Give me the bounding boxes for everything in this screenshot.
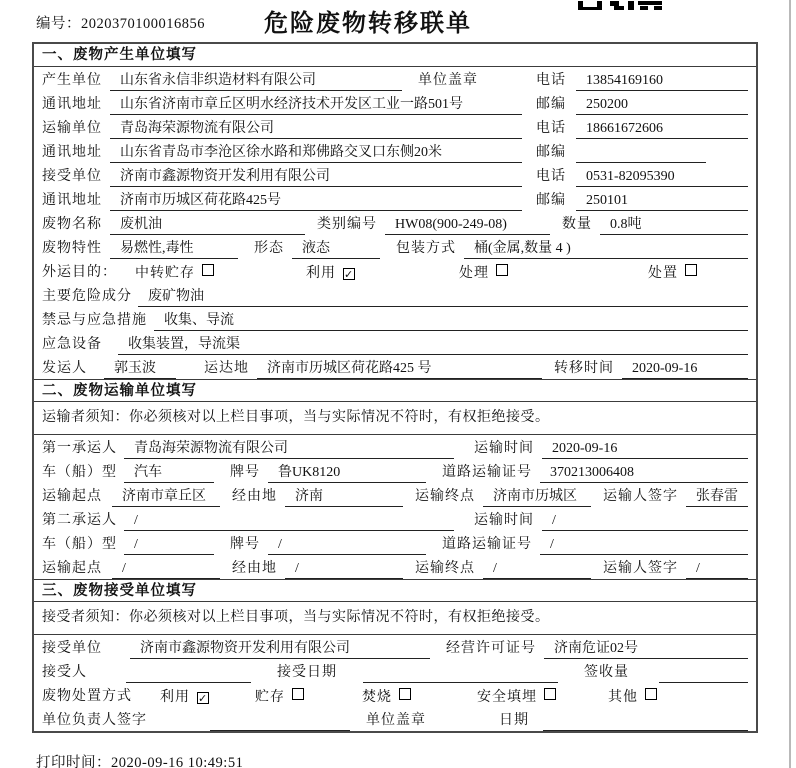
road-license2-value: / bbox=[540, 537, 748, 555]
row-emergency-equipment bbox=[34, 331, 756, 355]
responsible-signature-value bbox=[210, 714, 350, 731]
endpoint1-label: 运输终点 bbox=[415, 489, 475, 504]
business-license-label: 经营许可证号 bbox=[446, 641, 536, 656]
emergency-equipment-value: 收集装置，导流渠 bbox=[118, 333, 748, 355]
purpose-option-treat bbox=[459, 262, 508, 283]
road-license1-value: 370213006408 bbox=[540, 465, 748, 483]
endpoint2-value: / bbox=[483, 561, 591, 579]
row-transfer-purpose bbox=[34, 259, 756, 283]
row-shipper bbox=[34, 355, 756, 379]
accept-person-label: 接受人 bbox=[42, 665, 87, 680]
address3-value: 济南市历城区荷花路425号 bbox=[110, 189, 522, 211]
row-accept-unit bbox=[34, 635, 756, 659]
address2-value: 山东省青岛市李沧区徐水路和郑佛路交叉口东侧20米 bbox=[110, 141, 522, 163]
transporter-sign1-value: 张春雷 bbox=[686, 485, 748, 507]
transfer-time-label: 转移时间 bbox=[554, 361, 614, 376]
checkbox-disposal-store bbox=[292, 688, 304, 700]
purpose-dispose-label: 处置 bbox=[648, 266, 678, 281]
via1-value: 济南 bbox=[285, 485, 403, 507]
section1-header: 一、废物产生单位填写 bbox=[34, 44, 756, 67]
disposal-method-label: 废物处置方式 bbox=[42, 689, 132, 704]
disposal-incinerate-label: 焚烧 bbox=[362, 690, 392, 705]
taboo-measures-value: 收集、导流 bbox=[154, 309, 748, 331]
receiver-unit-label: 接受单位 bbox=[42, 169, 102, 184]
quantity-label: 数量 bbox=[562, 217, 592, 232]
purpose-option-utilize bbox=[306, 262, 355, 283]
taboo-measures-label: 禁忌与应急措施 bbox=[42, 313, 147, 328]
qr-code-fragment-icon bbox=[578, 0, 662, 10]
transport-time1-label: 运输时间 bbox=[474, 441, 534, 456]
purpose-option-storage bbox=[135, 262, 214, 283]
receipt-quantity-label: 签收量 bbox=[584, 665, 629, 680]
row-vehicle1 bbox=[34, 459, 756, 483]
disposal-store-label: 贮存 bbox=[255, 690, 285, 705]
packaging-label: 包装方式 bbox=[396, 241, 456, 256]
disposal-option-utilize bbox=[160, 686, 209, 707]
page-edge-line bbox=[789, 0, 791, 768]
vehicle-type2-value: / bbox=[124, 537, 214, 555]
row-responsible-signature bbox=[34, 707, 756, 731]
postal2-value bbox=[576, 146, 706, 163]
shipper-value: 郭玉波 bbox=[104, 357, 176, 379]
category-code-value: HW08(900-249-08) bbox=[385, 217, 550, 235]
carrier2-label: 第二承运人 bbox=[42, 513, 117, 528]
via2-label: 经由地 bbox=[232, 561, 277, 576]
waste-traits-label: 废物特性 bbox=[42, 241, 102, 256]
origin2-value: / bbox=[112, 561, 220, 579]
document-number-value: 2020370100016856 bbox=[81, 16, 205, 32]
transporter-sign2-value: / bbox=[686, 561, 748, 579]
disposal-other-label: 其他 bbox=[608, 690, 638, 705]
endpoint2-label: 运输终点 bbox=[415, 561, 475, 576]
row-receiver-address bbox=[34, 187, 756, 211]
phone3-value: 0531-82095390 bbox=[576, 169, 748, 187]
via1-label: 经由地 bbox=[232, 489, 277, 504]
transport-time1-value: 2020-09-16 bbox=[542, 441, 748, 459]
unit-seal-label: 单位盖章 bbox=[418, 73, 478, 88]
row-hazard-components bbox=[34, 283, 756, 307]
vehicle-type1-label: 车（船）型 bbox=[42, 465, 117, 480]
disposal-utilize-label: 利用 bbox=[160, 690, 190, 705]
postal1-label: 邮编 bbox=[536, 97, 566, 112]
producer-unit-value: 山东省永信非织造材料有限公司 bbox=[110, 69, 402, 91]
carrier2-value: / bbox=[124, 513, 454, 531]
row-vehicle2 bbox=[34, 531, 756, 555]
row-disposal-method bbox=[34, 683, 756, 707]
endpoint1-value: 济南市历城区 bbox=[483, 485, 591, 507]
checkbox-utilize: ✓ bbox=[344, 268, 355, 281]
hazard-components-label: 主要危险成分 bbox=[42, 289, 132, 304]
checkbox-disposal-other bbox=[645, 688, 657, 700]
disposal-option-store bbox=[255, 686, 304, 707]
packaging-value: 桶(金属,数量 4 ) bbox=[464, 237, 748, 259]
accept-person-value bbox=[126, 666, 251, 683]
row-waste-name bbox=[34, 211, 756, 235]
print-time: 打印时间：2020-09-16 10:49:51 bbox=[36, 755, 244, 768]
row-route1 bbox=[34, 483, 756, 507]
accept-unit-label: 接受单位 bbox=[42, 641, 102, 656]
waste-name-value: 废机油 bbox=[110, 213, 305, 235]
date-value bbox=[543, 714, 748, 731]
transporter-unit-value: 青岛海荣源物流有限公司 bbox=[110, 117, 522, 139]
row-carrier1 bbox=[34, 435, 756, 459]
accept-unit-value: 济南市鑫源物资开发利用有限公司 bbox=[130, 637, 430, 659]
address1-value: 山东省济南市章丘区明水经济技术开发区工业一路501号 bbox=[110, 93, 522, 115]
receiver-unit-value: 济南市鑫源物资开发利用有限公司 bbox=[110, 165, 522, 187]
phone1-value: 13854169160 bbox=[576, 73, 748, 91]
category-code-label: 类别编号 bbox=[317, 217, 377, 232]
document-number-label: 编号： bbox=[36, 16, 81, 32]
plate1-value: 鲁UK8120 bbox=[268, 461, 426, 483]
disposal-landfill-label: 安全填埋 bbox=[477, 690, 537, 705]
accept-date-value bbox=[363, 666, 558, 683]
transfer-time-value: 2020-09-16 bbox=[622, 361, 748, 379]
origin1-label: 运输起点 bbox=[42, 489, 102, 504]
business-license-value: 济南危证02号 bbox=[544, 637, 748, 659]
destination-label: 运达地 bbox=[204, 361, 249, 376]
checkbox-disposal-incinerate bbox=[399, 688, 411, 700]
purpose-storage-label: 中转贮存 bbox=[135, 266, 195, 281]
document-title: 危险废物转移联单 bbox=[264, 11, 472, 37]
vehicle-type1-value: 汽车 bbox=[124, 461, 214, 483]
hazard-components-value: 废矿物油 bbox=[138, 285, 748, 307]
phone1-label: 电话 bbox=[536, 73, 566, 88]
address3-label: 通讯地址 bbox=[42, 193, 102, 208]
transporter-unit-label: 运输单位 bbox=[42, 121, 102, 136]
date-label: 日期 bbox=[499, 713, 529, 728]
phone2-value: 18661672606 bbox=[576, 121, 748, 139]
origin1-value: 济南市章丘区 bbox=[112, 485, 220, 507]
checkbox-treat bbox=[496, 264, 508, 276]
purpose-option-dispose bbox=[648, 262, 697, 283]
road-license1-label: 道路运输证号 bbox=[442, 465, 532, 480]
shipper-label: 发运人 bbox=[42, 361, 87, 376]
disposal-option-incinerate bbox=[362, 686, 411, 707]
checkbox-disposal-landfill bbox=[544, 688, 556, 700]
postal2-label: 邮编 bbox=[536, 145, 566, 160]
accept-date-label: 接受日期 bbox=[277, 665, 337, 680]
manifest-form bbox=[32, 42, 758, 733]
purpose-utilize-label: 利用 bbox=[306, 266, 336, 281]
disposal-option-landfill bbox=[477, 686, 556, 707]
form-label: 形态 bbox=[254, 241, 284, 256]
row-transporter-unit bbox=[34, 115, 756, 139]
road-license2-label: 道路运输证号 bbox=[442, 537, 532, 552]
disposal-option-other bbox=[608, 686, 657, 707]
row-receiver-unit bbox=[34, 163, 756, 187]
transporter-notice: 运输者须知：你必须核对以上栏目事项，当与实际情况不符时，有权拒绝接受。 bbox=[34, 402, 756, 435]
section3-header: 三、废物接受单位填写 bbox=[34, 579, 756, 602]
destination-value: 济南市历城区荷花路425 号 bbox=[257, 357, 542, 379]
unit-seal2-label: 单位盖章 bbox=[366, 713, 426, 728]
plate2-value: / bbox=[268, 537, 426, 555]
transport-time2-label: 运输时间 bbox=[474, 513, 534, 528]
section2-header: 二、废物运输单位填写 bbox=[34, 379, 756, 402]
row-waste-traits bbox=[34, 235, 756, 259]
waste-traits-value: 易燃性,毒性 bbox=[110, 237, 238, 259]
document-header bbox=[0, 0, 796, 40]
row-carrier2 bbox=[34, 507, 756, 531]
transporter-sign1-label: 运输人签字 bbox=[603, 489, 678, 504]
row-route2 bbox=[34, 555, 756, 579]
purpose-label: 外运目的： bbox=[42, 265, 117, 280]
plate2-label: 牌号 bbox=[230, 537, 260, 552]
receipt-quantity-value bbox=[659, 666, 748, 683]
waste-name-label: 废物名称 bbox=[42, 217, 102, 232]
row-taboo-measures bbox=[34, 307, 756, 331]
postal3-value: 250101 bbox=[576, 193, 748, 211]
address2-label: 通讯地址 bbox=[42, 145, 102, 160]
address1-label: 通讯地址 bbox=[42, 97, 102, 112]
carrier1-value: 青岛海荣源物流有限公司 bbox=[124, 437, 454, 459]
quantity-value: 0.8吨 bbox=[600, 213, 748, 235]
row-accept-person bbox=[34, 659, 756, 683]
purpose-treat-label: 处理 bbox=[459, 266, 489, 281]
origin2-label: 运输起点 bbox=[42, 561, 102, 576]
producer-unit-label: 产生单位 bbox=[42, 73, 102, 88]
row-transporter-address bbox=[34, 139, 756, 163]
phone2-label: 电话 bbox=[536, 121, 566, 136]
carrier1-label: 第一承运人 bbox=[42, 441, 117, 456]
emergency-equipment-label: 应急设备 bbox=[42, 337, 102, 352]
form-value: 液态 bbox=[292, 237, 380, 259]
row-producer-address bbox=[34, 91, 756, 115]
vehicle-type2-label: 车（船）型 bbox=[42, 537, 117, 552]
via2-value: / bbox=[285, 561, 403, 579]
checkbox-dispose bbox=[685, 264, 697, 276]
phone3-label: 电话 bbox=[536, 169, 566, 184]
receiver-notice: 接受者须知：你必须核对以上栏目事项，当与实际情况不符时，有权拒绝接受。 bbox=[34, 602, 756, 635]
responsible-signature-label: 单位负责人签字 bbox=[42, 713, 147, 728]
checkbox-disposal-utilize: ✓ bbox=[198, 692, 209, 705]
checkbox-transfer-storage bbox=[202, 264, 214, 276]
row-producer-unit bbox=[34, 67, 756, 91]
postal1-value: 250200 bbox=[576, 97, 748, 115]
postal3-label: 邮编 bbox=[536, 193, 566, 208]
plate1-label: 牌号 bbox=[230, 465, 260, 480]
transporter-sign2-label: 运输人签字 bbox=[603, 561, 678, 576]
transport-time2-value: / bbox=[542, 513, 748, 531]
